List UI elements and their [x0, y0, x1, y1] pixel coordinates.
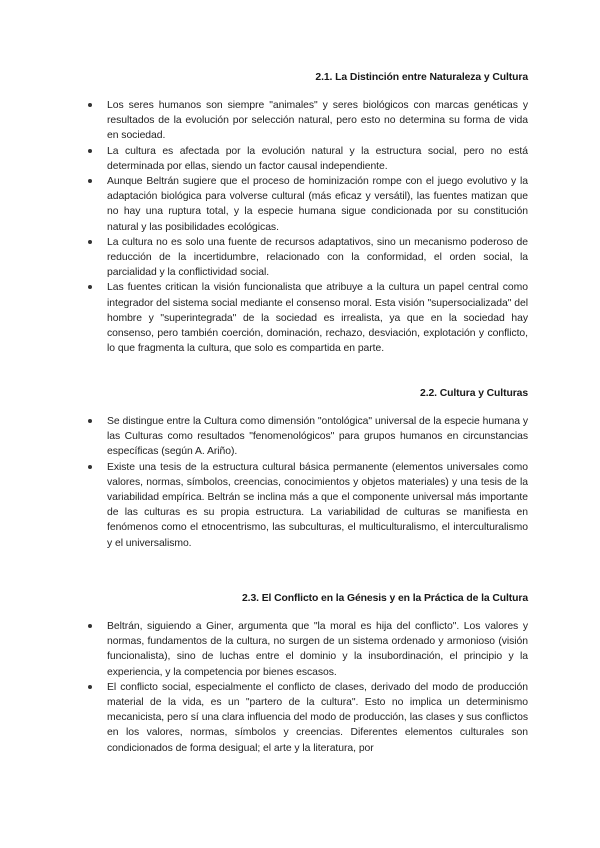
list-item-text: La cultura no es solo una fuente de recursos adaptativos, sino un mecanismo poderoso de reducción de la incertidumbre, relacionado con la conformidad, el orden social, la parcialidad y la conflictividad social.	[107, 236, 528, 279]
bullet-icon	[88, 624, 92, 628]
list-item	[88, 280, 528, 356]
bullet-icon	[88, 465, 92, 469]
list-item	[88, 460, 528, 551]
list-item	[88, 235, 528, 281]
list-item-text: Aunque Beltrán sugiere que el proceso de hominización rompe con el juego evolutivo y la adaptación biológica para volverse cultural (más eficaz y versátil), las fuentes matizan que no hay una ruptura total, y la especie humana sigue condicionada por su constitución natural y las posibilidades ecológicas.	[107, 176, 528, 233]
bullet-list-2-1	[88, 98, 528, 356]
list-item	[88, 414, 528, 460]
bullet-icon	[88, 179, 92, 183]
bullet-icon	[88, 685, 92, 689]
list-item	[88, 174, 528, 235]
list-item-text: La cultura es afectada por la evolución natural y la estructura social, pero no está determinada por ellas, siendo un factor causal independiente.	[107, 145, 528, 172]
bullet-icon	[88, 149, 92, 153]
list-item-text: El conflicto social, especialmente el conflicto de clases, derivado del modo de producción material de la vida, es un "partero de la cultura". Esto no implica un determinismo mecanicista, pero sí una clara influencia del modo de producción, las clases y sus conflictos en los valores, normas, símbolos y creencias. Diferentes elementos culturales son condicionados de forma desigual; el arte y la literatura, por	[107, 681, 528, 754]
list-item-text: Beltrán, siguiendo a Giner, argumenta que "la moral es hija del conflicto". Los valores y normas, fundamentos de la cultura, no surgen de un sistema ordenado y armonioso (visión funcionalista), sino de luchas entre el dominio y la insubordinación, el principio y la experiencia, y la competencia por bienes escasos.	[107, 621, 528, 678]
section-heading-2-3: 2.3. El Conflicto en la Génesis y en la Práctica de la Cultura	[242, 593, 528, 604]
list-item	[88, 680, 528, 756]
bullet-icon	[88, 285, 92, 289]
section-heading-2-2: 2.2. Cultura y Culturas	[420, 388, 528, 399]
bullet-list-2-3	[88, 619, 528, 756]
list-item	[88, 619, 528, 680]
list-item-text: Existe una tesis de la estructura cultural básica permanente (elementos universales como valores, normas, símbolos, creencias, conocimientos y objetos materiales) y una tesis de la variabilidad empírica. Beltrán se inclina más a que el componente universal más importante de las culturas es su propia estructura. La variabilidad de culturas se manifiesta en fenómenos como el etnocentrismo, las subculturas, el multiculturalismo, el interculturalismo y el universalismo.	[107, 461, 528, 549]
list-item	[88, 98, 528, 144]
bullet-icon	[88, 419, 92, 423]
list-item	[88, 144, 528, 174]
list-item-text: Se distingue entre la Cultura como dimensión "ontológica" universal de la especie humana y las Culturas como resultados "fenomenológicos" para grupos humanos en circunstancias específicas (según A. Ariño).	[107, 416, 528, 458]
list-item-text: Los seres humanos son siempre "animales" y seres biológicos con marcas genéticas y resultados de la evolución por selección natural, pero esto no determina su forma de vida en sociedad.	[107, 100, 528, 142]
bullet-list-2-2	[88, 414, 528, 551]
list-item-text: Las fuentes critican la visión funcionalista que atribuye a la cultura un papel central como integrador del sistema social mediante el consenso moral. Esta visión "supersocializada" del hombre y "superintegrada" de la sociedad es irrealista, ya que en la sociedad hay consenso, pero también coerción, dominación, rechazo, desviación, explotación y conflicto, lo que fragmenta la cultura, que solo es compartida en parte.	[107, 282, 528, 355]
bullet-icon	[88, 103, 92, 107]
bullet-icon	[88, 240, 92, 244]
section-heading-2-1: 2.1. La Distinción entre Naturaleza y Cultura	[315, 72, 528, 83]
